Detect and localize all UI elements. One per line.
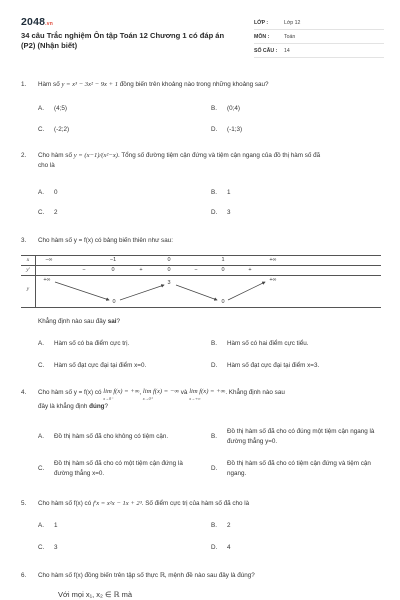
formula: y = (x−1)/(x²−x) [73,152,118,159]
option-b[interactable] [211,188,231,198]
question-text [38,80,380,90]
y-value: +∞ [43,277,51,283]
option-letter: D. [211,126,218,133]
sign: − [194,267,198,273]
option-text: 4 [227,544,231,551]
meta-row-count [254,44,384,58]
option-a[interactable] [38,521,58,531]
option-text: (0;4) [227,105,240,112]
variation-arrows [21,255,381,308]
option-a[interactable] [38,339,129,349]
sign: + [139,267,143,273]
y-value: +∞ [269,277,277,283]
question-number: 4. [21,389,27,396]
option-c[interactable] [38,543,58,553]
option-letter: B. [211,189,217,196]
y-label: y [26,286,30,292]
option-c[interactable] [38,361,146,371]
option-c[interactable] [38,459,208,479]
limit-1 [103,388,139,402]
option-text: Đồ thị hàm số đã cho có tiệm cận đứng và tiệm cận ngang. [227,460,371,477]
option-letter: D. [211,465,218,472]
option-text: (4;5) [54,105,67,112]
question-number: 3. [21,237,27,244]
option-text: Đồ thị hàm số đã cho có đúng một tiệm cận ngang là đường thẳng y=0. [227,428,375,445]
document-title: 34 câu Trắc nghiệm Ôn tập Toán 12 Chương 1 có đáp án (P2) (Nhận biết) [21,31,225,50]
formula: y = x³ − 3x² − 9x + 1 [61,81,118,88]
option-letter: C. [38,544,45,551]
sign: + [248,267,252,273]
option-letter: A. [38,340,44,347]
option-letter: A. [38,433,44,440]
question-6 [21,571,383,600]
question-number: 6. [21,572,27,579]
option-b[interactable] [211,521,231,531]
question-text: Cho hàm số y = f(x) có lim f(x) = +∞ x→0⁻, lim f(x) = −∞ x→0⁺ và lim f(x) = +∞ x→+∞. Khẳng định nào sau đây là khẳng định đúng? [38,388,285,410]
meta-value: 14 [284,47,290,54]
option-text: Hàm số có ba điểm cực trị. [54,340,130,347]
limit-3 [189,388,225,402]
question-text-part: Cho hàm số f(x) có [38,500,92,507]
limit-sub: x→0⁻ [103,396,114,401]
question-text-part: cho là [38,162,55,169]
option-text: 0 [54,189,58,196]
question-text [38,499,380,509]
arrow-up [120,285,164,300]
option-text: Hàm số có hai điểm cực tiểu. [227,340,309,347]
question-text-part: ? [104,403,109,410]
option-letter: B. [211,105,217,112]
x-value: −∞ [45,257,53,263]
meta-key: LỚP : [254,19,269,26]
question-number: 5. [21,500,27,507]
option-letter: C. [38,362,45,369]
sign: − [82,267,86,273]
arrow-down [55,282,109,300]
header [0,0,400,62]
option-letter: D. [211,544,218,551]
option-a[interactable] [38,432,213,442]
arrow-up [228,282,265,300]
x-label: x [26,257,30,263]
option-c[interactable] [38,125,69,135]
question-text [38,151,380,171]
limit-2 [143,388,179,402]
question-text-part: đây là khẳng định [38,403,88,410]
option-d[interactable] [211,459,381,479]
sign: 0 [111,267,115,273]
y-value: 0 [221,299,225,305]
question-3-body [21,317,383,375]
question-text-part: Cho hàm số y = f(x) có [38,389,102,396]
option-letter: D. [211,209,218,216]
x-value: +∞ [269,257,277,263]
question-keyword: sai [107,318,117,325]
question-text-part: . Tổng số đường tiệm cận đứng và tiệm cận ngang của đồ thị hàm số đã [117,152,321,159]
option-d[interactable] [211,543,231,553]
question-text-part: và [180,389,188,396]
option-text: 1 [54,522,58,529]
x-value: −1 [109,257,117,263]
option-a[interactable] [38,188,58,198]
option-text: Hàm số đạt cực đại tại điểm x=3. [227,362,320,369]
question-text [38,317,380,327]
meta-value: Lớp 12 [284,19,301,26]
question-5 [21,499,383,559]
question-3-header [21,236,383,250]
option-d[interactable] [211,125,242,135]
question-text-part: . Số điểm cực trị của hàm số đã cho là [141,500,250,507]
question-text-part: Cho hàm số [38,152,72,159]
option-letter: D. [211,362,218,369]
meta-table [254,16,384,58]
question-number: 2. [21,152,27,159]
meta-value: Toán [284,33,296,40]
option-d[interactable] [211,208,231,218]
sign: 0 [167,267,171,273]
option-text: 3 [54,544,58,551]
option-text: (-2;2) [54,126,70,133]
option-partial: Với mọi x₁, x₂ ∈ ℝ mà [58,590,133,599]
question-4 [21,388,383,488]
option-text: 3 [227,209,231,216]
meta-row-subject [254,30,384,44]
option-letter: B. [211,522,217,529]
yprime-label: y' [26,267,30,273]
option-c[interactable] [38,208,58,218]
option-text: Đồ thị hàm số đã cho có một tiệm cận đứng là đường thẳng x=0. [54,460,183,477]
x-value: 1 [221,257,225,263]
option-letter: A. [38,105,44,112]
question-text: Cho hàm số y = f(x) có bảng biến thiên như sau: [38,237,173,244]
option-text: Hàm số đạt cực đại tại điểm x=0. [54,362,147,369]
question-text: Cho hàm số f(x) đồng biến trên tập số thực ℝ, mệnh đề nào sau đây là đúng? [38,572,255,579]
question-text-part: ? [116,318,120,325]
logo-sub: .vn [45,21,53,27]
question-text-part: đồng biến trên khoảng nào trong những khoảng sau? [119,81,269,88]
option-text: 1 [227,189,231,196]
sign: 0 [221,267,225,273]
y-value: 3 [167,280,171,286]
option-letter: A. [38,189,44,196]
limit-sub: x→+∞ [189,396,201,401]
y-value: 0 [112,299,116,305]
question-text-part: . Khẳng định nào sau [225,389,285,396]
option-letter: B. [211,340,217,347]
question-1 [21,80,383,140]
option-letter: A. [38,522,44,529]
limit-expr: lim f(x) = −∞ [142,388,180,395]
question-number: 1. [21,81,27,88]
x-value: 0 [167,257,171,263]
option-a[interactable] [38,104,67,114]
option-b[interactable] [211,339,309,349]
limit-expr: lim f(x) = +∞ [103,388,140,395]
meta-key: MÔN : [254,33,270,40]
option-letter: C. [38,465,45,472]
option-text: (-1;3) [227,126,243,133]
question-2 [21,151,383,223]
option-d[interactable] [211,361,319,371]
meta-row-class [254,16,384,30]
logo-main: 2048 [21,16,46,28]
option-text: Đồ thị hàm số đã cho không có tiệm cận. [54,433,169,440]
option-letter: C. [38,126,45,133]
option-text: 2 [54,209,58,216]
meta-key: SỐ CÂU : [254,47,278,54]
question-keyword: đúng [89,403,105,410]
option-letter: B. [211,433,217,440]
arrow-down [176,285,217,300]
option-b[interactable] [211,104,240,114]
option-text: 2 [227,522,231,529]
limit-expr: lim f(x) = +∞ [189,388,226,395]
variation-table [21,255,381,308]
formula: f'x = x²x − 1x + 2³ [92,500,142,507]
option-letter: C. [38,209,45,216]
limit-sub: x→0⁺ [142,396,153,401]
question-text-part: Khẳng định nào sau đây [38,318,106,325]
logo[interactable] [21,16,53,28]
question-text-part: Hàm số [38,81,60,88]
option-b[interactable] [211,427,381,447]
